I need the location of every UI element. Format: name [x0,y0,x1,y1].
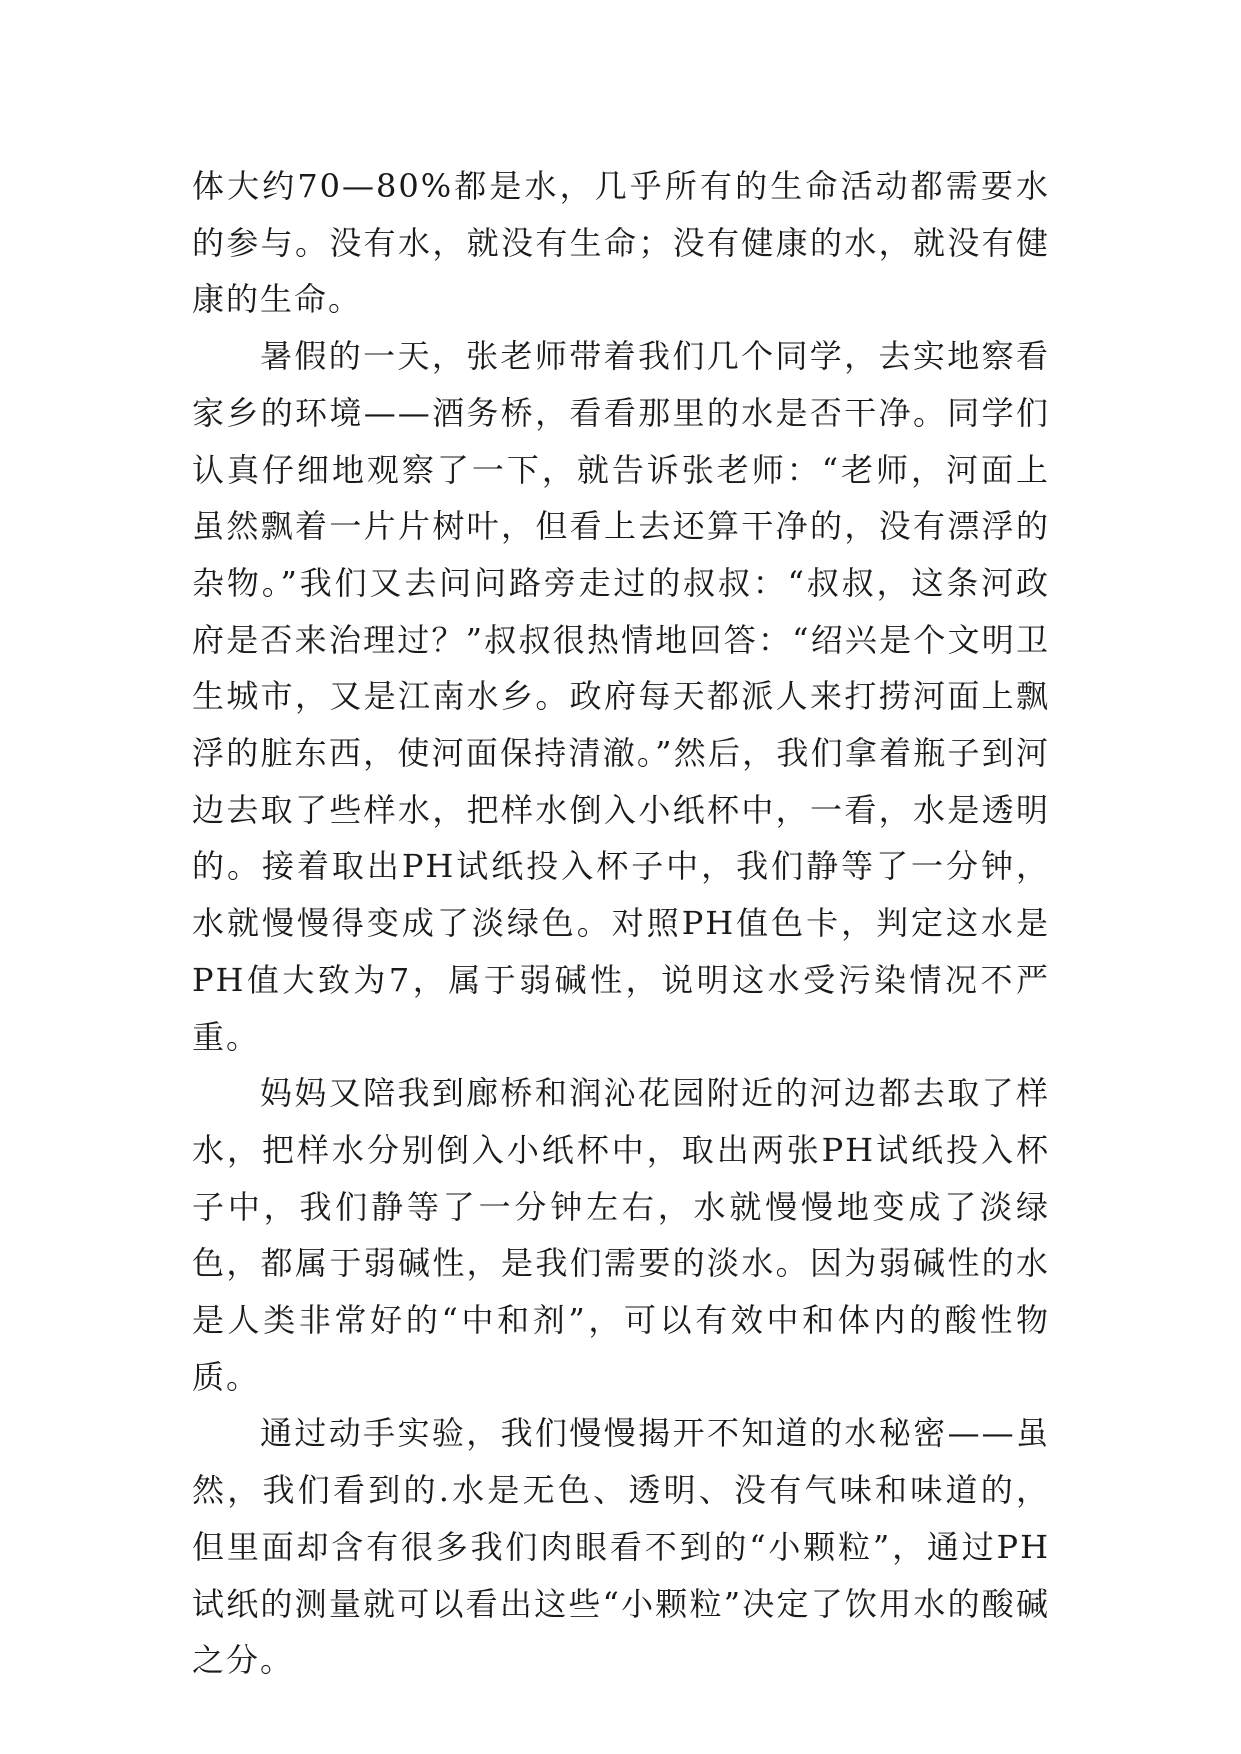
paragraph-second-sampling: 妈妈又陪我到廊桥和润沁花园附近的河边都去取了样水，把样水分别倒入小纸杯中，取出两张PH试纸投入杯子中，我们静等了一分钟左右，水就慢慢地变成了淡绿色，都属于弱碱性，是我们需要的淡水。因为弱碱性的水是人类非常好的“中和剂”，可以有效中和体内的酸性物质。 [192,1074,1050,1396]
paragraph-field-trip: 暑假的一天，张老师带着我们几个同学，去实地察看家乡的环境——酒务桥，看看那里的水是否干净。同学们认真仔细地观察了一下，就告诉张老师：“老师，河面上虽然飘着一片片树叶，但看上去还算干净的，没有漂浮的杂物。”我们又去问问路旁走过的叔叔：“叔叔，这条河政府是否来治理过？”叔叔很热情地回答：“绍兴是个文明卫生城市，又是江南水乡。政府每天都派人来打捞河面上飘浮的脏东西，使河面保持清澈。”然后，我们拿着瓶子到河边去取了些样水，把样水倒入小纸杯中，一看，水是透明的。接着取出PH试纸投入杯子中，我们静等了一分钟，水就慢慢得变成了淡绿色。对照PH值色卡，判定这水是PH值大致为7，属于弱碱性，说明这水受污染情况不严重。 [192,337,1050,1056]
document-body [192,158,1050,1689]
paragraph-conclusion: 通过动手实验，我们慢慢揭开不知道的水秘密——虽然，我们看到的.水是无色、透明、没有气味和味道的，但里面却含有很多我们肉眼看不到的“小颗粒”，通过PH试纸的测量就可以看出这些“小颗粒”决定了饮用水的酸碱之分。 [192,1414,1050,1680]
paragraph-continued: 体大约70—80%都是水，几乎所有的生命活动都需要水的参与。没有水，就没有生命；没有健康的水，就没有健康的生命。 [192,167,1050,319]
